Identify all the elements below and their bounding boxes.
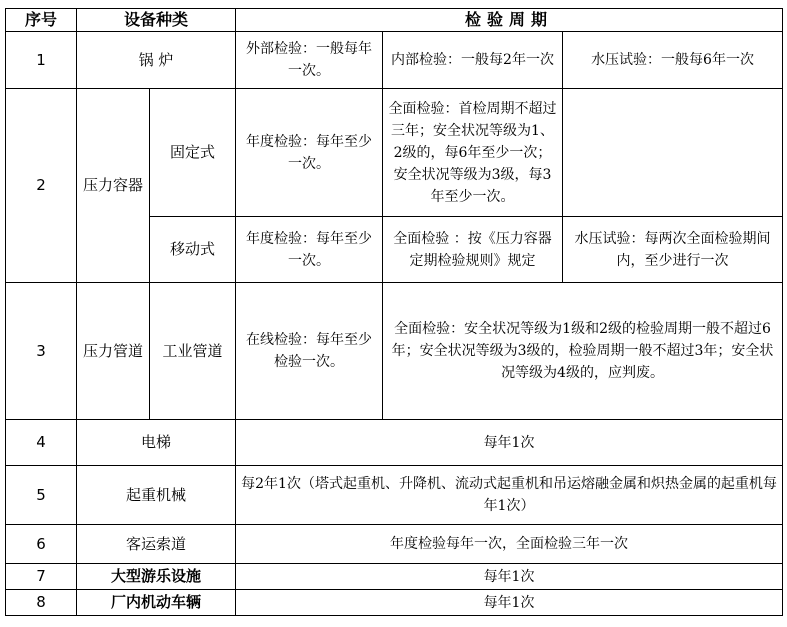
ropeway-period: 年度检验每年一次，全面检验三年一次 — [236, 525, 783, 564]
amusement-period: 每年1次 — [236, 564, 783, 590]
vehicle-period: 每年1次 — [236, 590, 783, 616]
device-type: 起重机械 — [77, 466, 236, 525]
boiler-internal-inspection: 内部检验：一般每2年一次 — [383, 32, 563, 89]
pipeline-full-inspection: 全面检验：安全状况等级为1级和2级的检验周期一般不超过6年；安全状况等级为3级的，检验周期一般不超过3年；安全状况等级为4级的，应判废。 — [383, 283, 783, 420]
row-no: 3 — [6, 283, 77, 420]
row-no: 6 — [6, 525, 77, 564]
header-no: 序号 — [6, 9, 77, 32]
elevator-period: 每年1次 — [236, 420, 783, 466]
device-type: 压力管道 — [77, 283, 150, 420]
device-subtype: 移动式 — [150, 217, 236, 283]
table-row — [6, 564, 783, 590]
device-type: 厂内机动车辆 — [77, 590, 236, 616]
table-row — [6, 525, 783, 564]
device-type: 客运索道 — [77, 525, 236, 564]
table-row — [6, 89, 783, 217]
vessel-fixed-full-inspection: 全面检验：首检周期不超过三年；安全状况等级为1、2级的，每6年至少一次；安全状况等级为3级，每3年至少一次。 — [383, 89, 563, 217]
pipeline-online-inspection: 在线检验：每年至少检验一次。 — [236, 283, 383, 420]
device-subtype: 工业管道 — [150, 283, 236, 420]
header-type: 设备种类 — [77, 9, 236, 32]
boiler-external-inspection: 外部检验：一般每年一次。 — [236, 32, 383, 89]
inspection-period-table — [5, 8, 783, 616]
header-row — [6, 9, 783, 32]
vessel-mobile-hydro-test: 水压试验：每两次全面检验期间内，至少进行一次 — [563, 217, 783, 283]
row-no: 1 — [6, 32, 77, 89]
row-no: 2 — [6, 89, 77, 283]
table-row — [6, 32, 783, 89]
row-no: 4 — [6, 420, 77, 466]
crane-period: 每2年1次（塔式起重机、升降机、流动式起重机和吊运熔融金属和炽热金属的起重机每年1次） — [236, 466, 783, 525]
row-no: 5 — [6, 466, 77, 525]
table-row — [6, 590, 783, 616]
header-period: 检验周期 — [236, 9, 783, 32]
vessel-mobile-full-inspection: 全面检验 ：按《压力容器定期检验规则》规定 — [383, 217, 563, 283]
table-row — [6, 466, 783, 525]
boiler-hydro-test: 水压试验：一般每6年一次 — [563, 32, 783, 89]
vessel-mobile-annual-inspection: 年度检验：每年至少一次。 — [236, 217, 383, 283]
device-type: 大型游乐设施 — [77, 564, 236, 590]
device-subtype: 固定式 — [150, 89, 236, 217]
table-row — [6, 283, 783, 420]
row-no: 8 — [6, 590, 77, 616]
device-type: 电梯 — [77, 420, 236, 466]
vessel-fixed-annual-inspection: 年度检验：每年至少一次。 — [236, 89, 383, 217]
vessel-fixed-extra — [563, 89, 783, 217]
device-type: 压力容器 — [77, 89, 150, 283]
table-row — [6, 420, 783, 466]
row-no: 7 — [6, 564, 77, 590]
device-type: 锅 炉 — [77, 32, 236, 89]
